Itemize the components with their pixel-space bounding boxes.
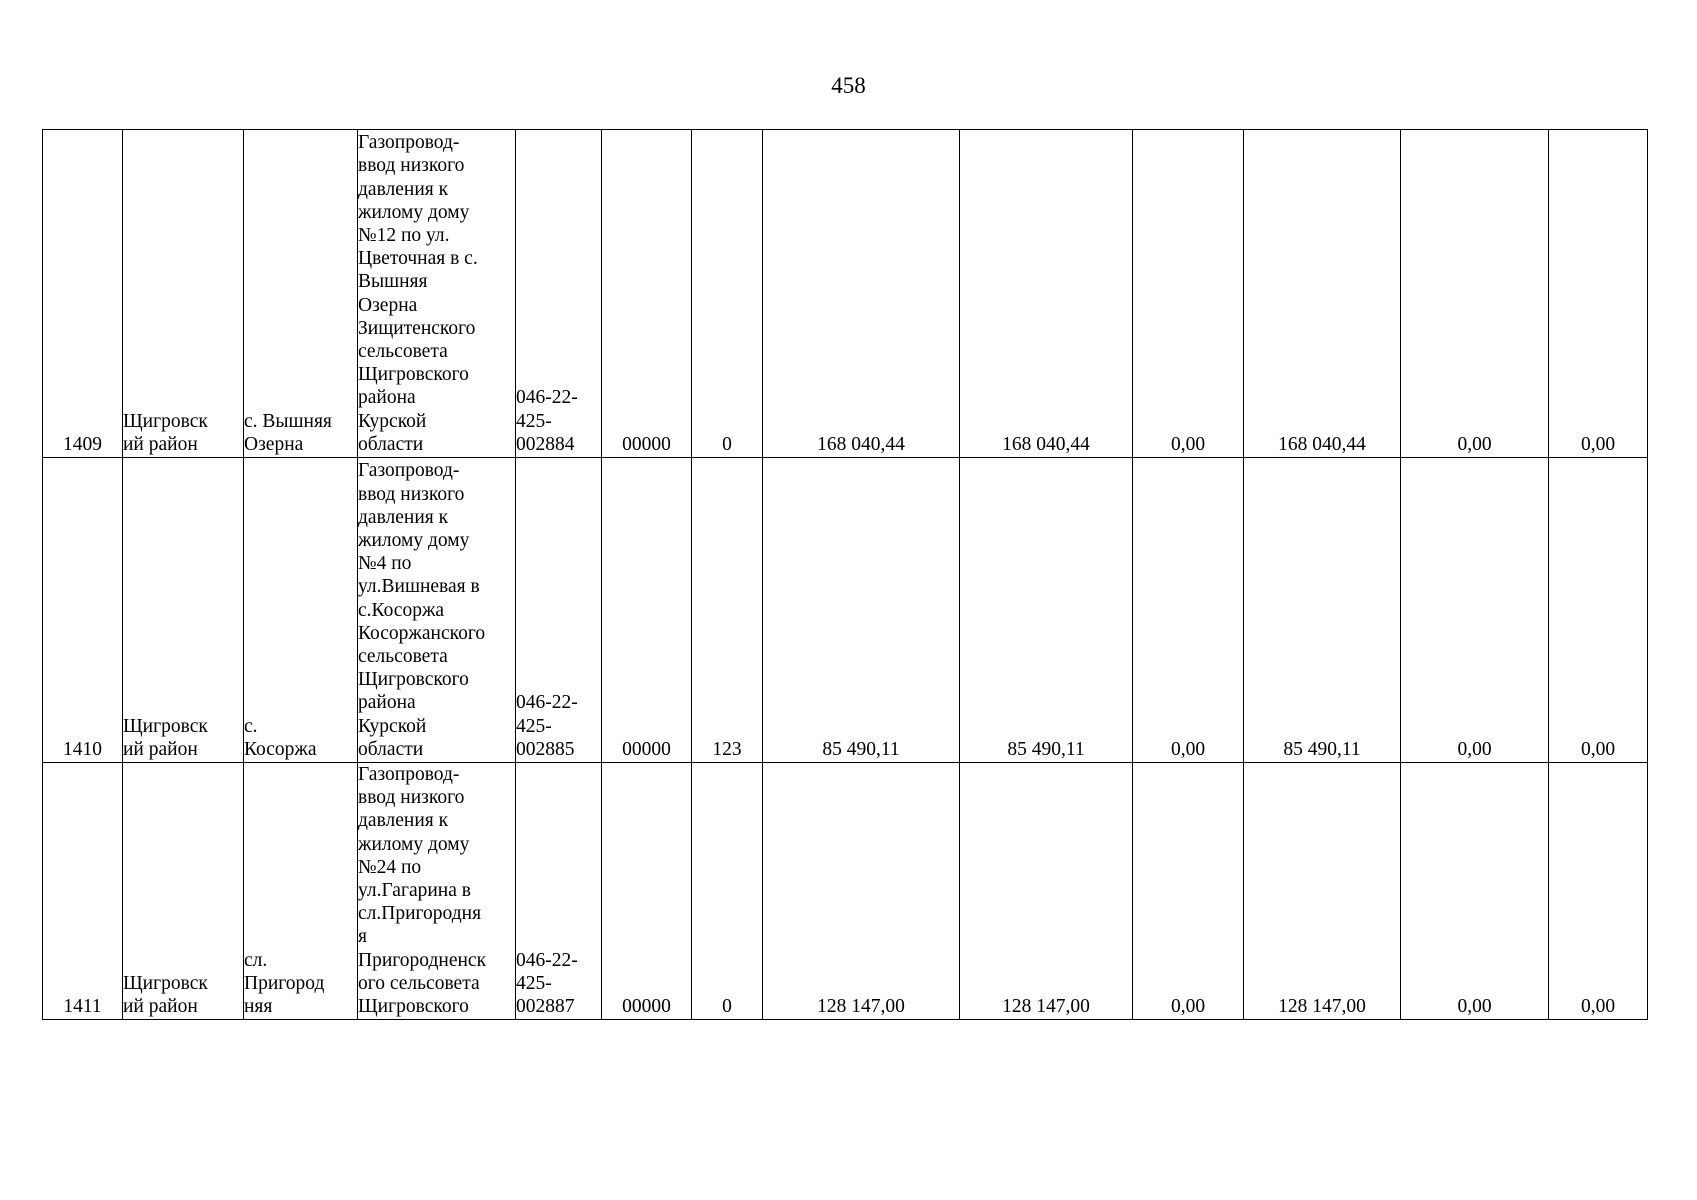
description-cell: Газопровод- ввод низкого давления к жилому дому №24 по ул.Гагарина в сл.Пригородня я Пригородненск ого сельсовета Щигровского — [358, 763, 516, 1020]
value-cell-1: 85 490,11 — [763, 458, 960, 763]
district-cell: Щигровск ий район — [123, 130, 244, 458]
value-cell-1: 128 147,00 — [763, 763, 960, 1020]
value-cell-1: 168 040,44 — [763, 130, 960, 458]
row-number: 1409 — [43, 130, 123, 458]
length-cell: 0 — [692, 763, 763, 1020]
value-cell-6: 0,00 — [1549, 458, 1648, 763]
code-suffix-cell: 00000 — [602, 130, 692, 458]
value-cell-4: 85 490,11 — [1244, 458, 1401, 763]
length-cell: 123 — [692, 458, 763, 763]
value-cell-3: 0,00 — [1133, 130, 1244, 458]
description-cell: Газопровод- ввод низкого давления к жилому дому №12 по ул. Цветочная в с. Вышняя Озерна Зищитенского сельсовета Щигровского района Курской области — [358, 130, 516, 458]
value-cell-6: 0,00 — [1549, 130, 1648, 458]
locality-cell: с. Косоржа — [244, 458, 358, 763]
code-cell: 046-22- 425- 002887 — [516, 763, 602, 1020]
row-number: 1410 — [43, 458, 123, 763]
locality-cell: сл. Пригород няя — [244, 763, 358, 1020]
district-cell: Щигровск ий район — [123, 763, 244, 1020]
table-row — [43, 130, 1648, 458]
value-cell-6: 0,00 — [1549, 763, 1648, 1020]
page-number: 458 — [831, 73, 866, 98]
code-cell: 046-22- 425- 002884 — [516, 130, 602, 458]
row-number: 1411 — [43, 763, 123, 1020]
value-cell-3: 0,00 — [1133, 458, 1244, 763]
description-cell: Газопровод- ввод низкого давления к жилому дому №4 по ул.Вишневая в с.Косоржа Косоржанского сельсовета Щигровского района Курской области — [358, 458, 516, 763]
length-cell: 0 — [692, 130, 763, 458]
value-cell-5: 0,00 — [1401, 130, 1549, 458]
value-cell-2: 85 490,11 — [960, 458, 1133, 763]
code-cell: 046-22- 425- 002885 — [516, 458, 602, 763]
registry-table — [42, 129, 1648, 1020]
district-cell: Щигровск ий район — [123, 458, 244, 763]
value-cell-2: 168 040,44 — [960, 130, 1133, 458]
locality-cell: с. Вышняя Озерна — [244, 130, 358, 458]
value-cell-2: 128 147,00 — [960, 763, 1133, 1020]
table-row — [43, 458, 1648, 763]
value-cell-4: 168 040,44 — [1244, 130, 1401, 458]
value-cell-5: 0,00 — [1401, 763, 1549, 1020]
value-cell-3: 0,00 — [1133, 763, 1244, 1020]
value-cell-5: 0,00 — [1401, 458, 1549, 763]
code-suffix-cell: 00000 — [602, 458, 692, 763]
code-suffix-cell: 00000 — [602, 763, 692, 1020]
table-row — [43, 763, 1648, 1020]
value-cell-4: 128 147,00 — [1244, 763, 1401, 1020]
